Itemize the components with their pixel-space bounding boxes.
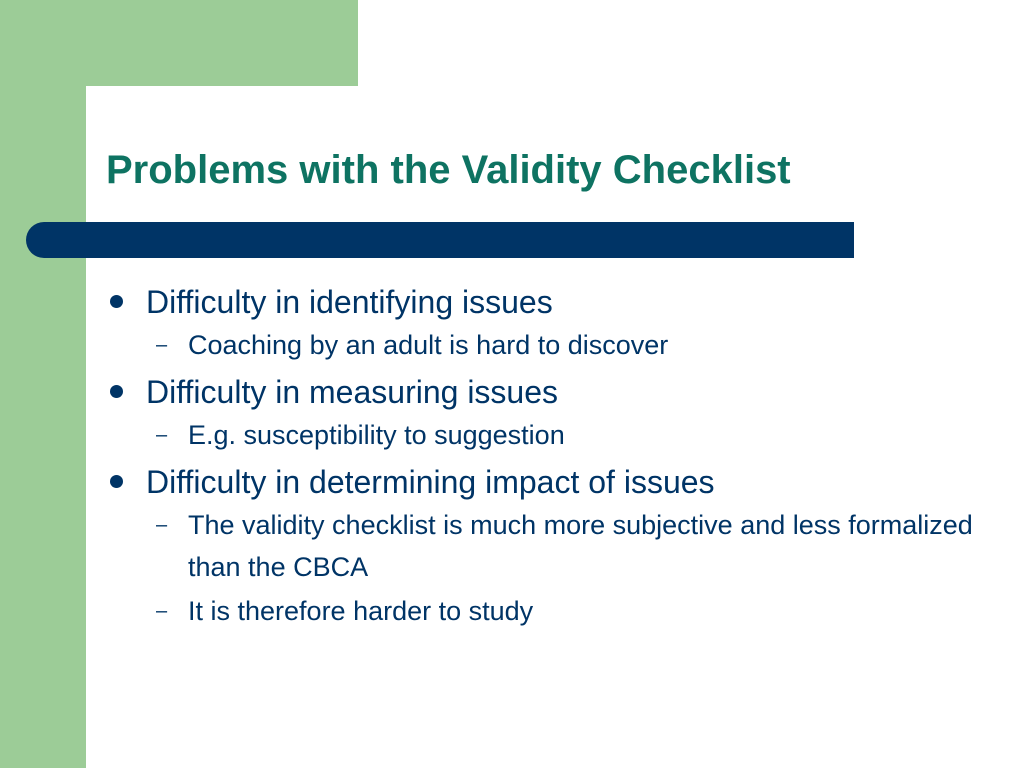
sub-bullet-item [106,504,986,588]
sub-bullet-text: E.g. susceptibility to suggestion [188,420,565,450]
bullet-dot-icon [110,385,123,398]
sub-bullet-text: Coaching by an adult is hard to discover [188,330,669,360]
bullet-item [106,282,986,322]
bullet-dot-icon [110,475,123,488]
title-underline-bar [26,222,854,258]
bullet-item [106,372,986,412]
slide-title: Problems with the Validity Checklist [106,148,791,192]
bullet-list [106,276,986,632]
bullet-item [106,462,986,502]
bullet-text: Difficulty in measuring issues [146,374,559,410]
sub-bullet-item [106,324,986,366]
dash-icon: – [156,424,168,446]
sub-bullet-item [106,590,986,632]
dash-icon: – [156,600,168,622]
dash-icon: – [156,334,168,356]
sub-bullet-text: The validity checklist is much more subjective and less formalized than the CBCA [188,510,973,582]
bullet-dot-icon [110,295,123,308]
dash-icon: – [156,514,168,536]
bullet-text: Difficulty in identifying issues [146,284,553,320]
sub-bullet-item [106,414,986,456]
green-left-panel [0,0,86,768]
bullet-text: Difficulty in determining impact of issues [146,464,715,500]
sub-bullet-text: It is therefore harder to study [188,596,534,626]
